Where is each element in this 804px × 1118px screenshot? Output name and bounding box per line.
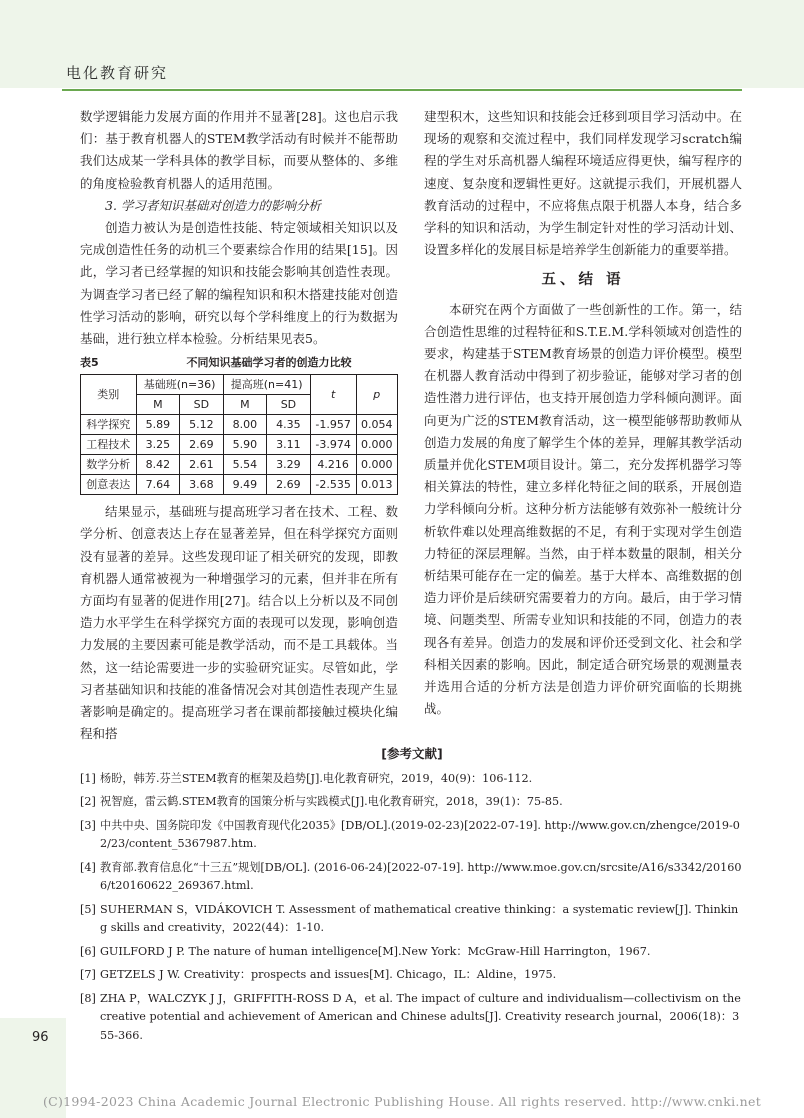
right-column [424, 106, 742, 720]
reference-number: [7] [80, 968, 96, 981]
reference-item [80, 901, 744, 938]
page-number: 96 [32, 1030, 49, 1045]
paragraph: 结果显示，基础班与提高班学习者在技术、工程、数学分析、创意表达上存在显著差异，但在科学探究方面则没有显著的差异。这些发现印证了相关研究的发现，即教育机器人通常被视为一种增强学习的元素，但并非在所有方面均有显著的促进作用[27]。结合以上分析以及不同创造力水平学生在科学探究方面的表现可以发现，影响创造力发展的主要因素可能是教学活动，而不是工具载体。当然，这一结论需要进一步的实验研究证实。尽管如此，学习者基础知识和技能的准备情况会对其创造性表现产生显著影响是确定的。提高班学习者在课前都接触过模块化编程和搭 [80, 504, 398, 742]
journal-name: 电化教育研究 [66, 64, 169, 82]
table-5 [80, 354, 398, 495]
cell-sd2: 3.29 [267, 455, 311, 475]
cell-m2: 8.00 [223, 415, 267, 435]
reference-number: [6] [80, 944, 96, 958]
cell-m1: 8.42 [136, 455, 180, 475]
cell-p: 0.054 [356, 415, 397, 435]
copyright-notice: (C)1994-2023 China Academic Journal Electronic Publishing House. All rights reserved. http://www.cnki.net [42, 1094, 762, 1109]
reference-text: SUHERMAN S，VIDÁKOVICH T. Assessment of mathematical creative thinking：a systematic review[J]. Thinking skills and creativity，2022(44)：1-10. [100, 902, 739, 934]
reference-number: [4] [80, 860, 96, 874]
cell-m2: 5.54 [223, 455, 267, 475]
cell-p: 0.013 [356, 475, 397, 495]
cell-category: 数学分析 [81, 455, 137, 475]
left-column [80, 106, 398, 745]
reference-text: 杨盼，韩芳.芬兰STEM教育的框架及趋势[J].电化教育研究，2019，40(9)：106-112. [100, 771, 533, 785]
header-group-basic: 基础班(n=36) [136, 375, 223, 395]
header-m: M [136, 395, 180, 415]
header-group-advanced: 提高班(n=41) [223, 375, 310, 395]
header-sd: SD [180, 395, 224, 415]
table-caption [80, 354, 398, 372]
cell-category: 科学探究 [81, 415, 137, 435]
reference-number: [1] [80, 771, 96, 785]
reference-item [80, 770, 744, 789]
cell-t: -2.535 [310, 475, 356, 495]
reference-text: GETZELS J W. Creativity：prospects and issues[M]. Chicago，IL：Aldine，1975. [100, 968, 557, 981]
reference-number: [2] [80, 795, 96, 808]
cell-t: 4.216 [310, 455, 356, 475]
table-row [81, 415, 398, 435]
paragraph: 数学逻辑能力发展方面的作用并不显著[28]。这也启示我们：基于教育机器人的STEM教学活动有时候并不能帮助我们达成某一学科具体的教学目标，而要从整体的、多维的角度检验教育机器人的适用范围。 [80, 109, 398, 191]
references [80, 745, 744, 1050]
reference-item [80, 859, 744, 896]
cell-sd2: 4.35 [267, 415, 311, 435]
cell-sd2: 2.69 [267, 475, 311, 495]
reference-text: GUILFORD J P. The nature of human intelligence[M].New York：McGraw-Hill Harrington，1967. [100, 944, 651, 958]
header-sd: SD [267, 395, 311, 415]
cell-category: 创意表达 [81, 475, 137, 495]
reference-number: [5] [80, 902, 96, 916]
paragraph: 创造力被认为是创造性技能、特定领域相关知识以及完成创造性任务的动机三个要素综合作用的结果[15]。因此，学习者已经掌握的知识和技能会影响其创造性表现。为调查学习者已经了解的编程知识和积木搭建技能对创造性学习活动的影响，研究以每个学科维度上的行为数据为基础，进行独立样本检验。分析结果见表5。 [80, 220, 398, 347]
reference-text: 教育部.教育信息化“十三五”规划[DB/OL]. (2016-06-24)[2022-07-19]. http://www.moe.gov.cn/srcsite/A16/s3342/201606/t20160622_269367.html. [100, 860, 742, 892]
table-row [81, 435, 398, 455]
cell-m1: 3.25 [136, 435, 180, 455]
cell-m2: 9.49 [223, 475, 267, 495]
paragraph: 本研究在两个方面做了一些创新性的工作。第一，结合创造性思维的过程特征和S.T.E.M.学科领域对创造性的要求，构建基于STEM教育场景的创造力评价模型。模型在机器人教育活动中得到了初步验证，能够对学习者的创造性潜力进行评估，也支持开展创造力学科倾向测评。面向更为广泛的STEM教育活动，这一模型能够帮助教师从创造力发展的角度了解学生个体的差异，理解其教学活动质量并优化STEM项目设计。第二，充分发挥机器学习等相关算法的特性，建立多样化特征之间的联系，开展创造力学科倾向分析。这种分析方法能够有效弥补一般统计分析软件难以处理高维数据的不足，有利于实现对学生创造力特征的深层理解。当然，由于样本数量的限制，相关分析结果可能存在一定的偏差。基于大样本、高维数据的创造力评价是后续研究需要着力的方向。最后，由于学习情境、问题类型、所需专业知识和技能的不同，创造力的表现各有差异。创造力的发展和评价还受到文化、社会和学科相关因素的影响。因此，制定适合研究场景的观测量表并选用合适的分析方法是创造力评价研究面临的长期挑战。 [424, 301, 742, 717]
subsection-heading: 3. 学习者知识基础对创造力的影响分析 [105, 197, 321, 213]
cell-p: 0.000 [356, 455, 397, 475]
cell-m1: 7.64 [136, 475, 180, 495]
reference-item [80, 966, 744, 985]
cell-t: -3.974 [310, 435, 356, 455]
header-t: t [310, 375, 356, 415]
header-p: p [356, 375, 397, 415]
reference-text: ZHA P，WALCZYK J J，GRIFFITH-ROSS D A，et al. The impact of culture and individualism—collectivism on the creative potential and achievement of American and Chinese adults[J]. Creativity research journal，2006(18)：355-366. [100, 991, 741, 1042]
table-row [81, 455, 398, 475]
table-number: 表5 [80, 356, 99, 370]
reference-text: 中共中央、国务院印发《中国教育现代化2035》[DB/OL].(2019-02-23)[2022-07-19]. http://www.gov.cn/zhengce/2019-02/23/content_5367987.htm. [100, 818, 740, 850]
references-title: [参考文献] [381, 746, 443, 761]
cell-sd1: 5.12 [180, 415, 224, 435]
reference-item [80, 990, 744, 1046]
cell-t: -1.957 [310, 415, 356, 435]
cell-sd1: 2.69 [180, 435, 224, 455]
paragraph: 建型积木，这些知识和技能会迁移到项目学习活动中。在现场的观察和交流过程中，我们同样发现学习scratch编程的学生对乐高机器人编程环境适应得更快，编写程序的速度、复杂度和逻辑性更好。这就提示我们，开展机器人教育活动的过程中，不应将焦点限于机器人本身，结合多学科的知识和活动，为学生制定针对性的学习活动计划、设置多样化的发展目标是培养学生创新能力的重要举措。 [424, 109, 742, 258]
reference-item [80, 943, 744, 962]
reference-item [80, 817, 744, 854]
reference-item [80, 793, 744, 812]
header-m: M [223, 395, 267, 415]
table-row [81, 475, 398, 495]
cell-m2: 5.90 [223, 435, 267, 455]
reference-number: [3] [80, 818, 96, 832]
cell-sd1: 2.61 [180, 455, 224, 475]
cell-p: 0.000 [356, 435, 397, 455]
cell-sd2: 3.11 [267, 435, 311, 455]
cell-category: 工程技术 [81, 435, 137, 455]
table-title: 不同知识基础学习者的创造力比较 [186, 356, 352, 370]
cell-sd1: 3.68 [180, 475, 224, 495]
cell-m1: 5.89 [136, 415, 180, 435]
data-table [80, 374, 398, 495]
reference-number: [8] [80, 991, 96, 1005]
header-category: 类别 [81, 375, 137, 415]
reference-text: 祝智庭，雷云鹤.STEM教育的国策分析与实践模式[J].电化教育研究，2018，39(1)：75-85. [100, 795, 563, 808]
header-rule [62, 89, 742, 91]
section-heading: 五、结 语 [541, 272, 625, 289]
